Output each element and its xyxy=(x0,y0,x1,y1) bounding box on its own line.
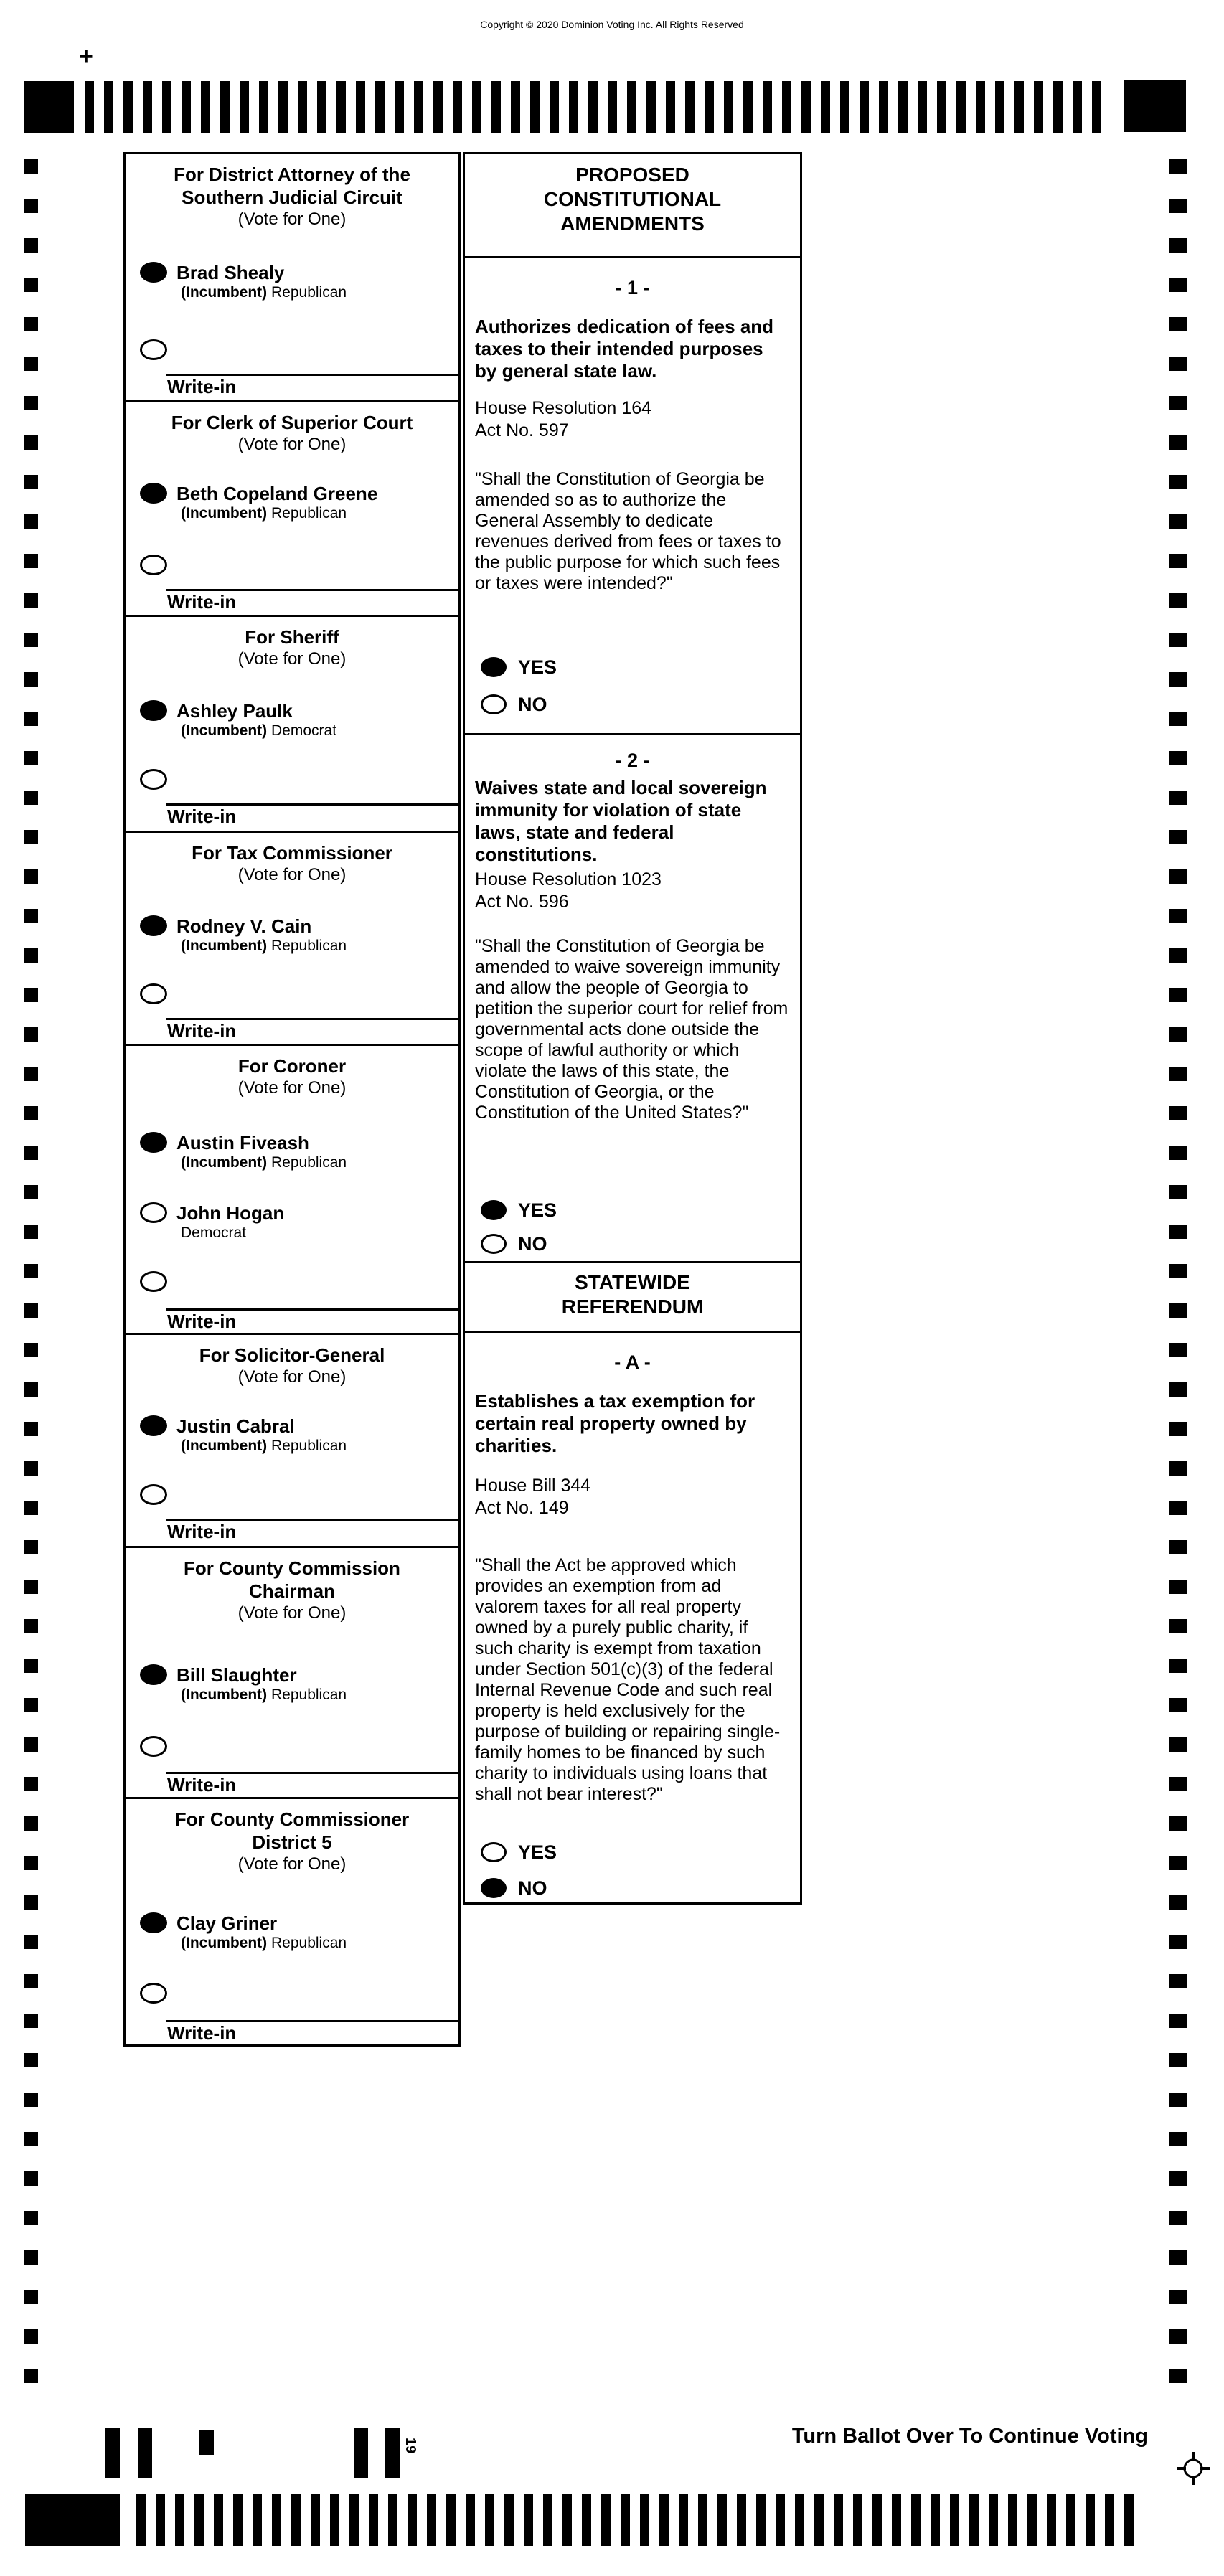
candidate-detail: (Incumbent) Republican xyxy=(181,505,347,522)
writein-area xyxy=(166,1018,458,1042)
timing-marks-bottom xyxy=(136,2494,1134,2546)
candidate-name: John Hogan xyxy=(176,1202,285,1224)
oval-writein-commissioner-district-5[interactable] xyxy=(140,1983,167,2004)
contest-header xyxy=(126,1344,458,1388)
candidate-name: Bill Slaughter xyxy=(176,1664,297,1686)
card-number: 19 xyxy=(402,2438,418,2454)
measure-number: - 1 - xyxy=(615,277,650,298)
writein-label: Write-in xyxy=(167,1774,237,1796)
contest-title: For Coroner xyxy=(237,1055,347,1077)
contest-title: Southern Judicial Circuit xyxy=(182,187,402,208)
copyright-text: Copyright © 2020 Dominion Voting Inc. All Rights Reserved xyxy=(480,19,744,30)
candidate-detail: Democrat xyxy=(181,1225,247,1241)
measure-number: - 2 - xyxy=(615,750,650,771)
oval-rodney-cain[interactable] xyxy=(140,915,167,936)
contest-title: For County Commissioner xyxy=(174,1808,410,1830)
yes-row xyxy=(481,657,557,677)
measure-summary: Authorizes dedication of fees and taxes to their intended purposes by general state law. xyxy=(475,316,774,382)
contest-title: For Tax Commissioner xyxy=(192,842,392,864)
no-oval-referendum-a[interactable] xyxy=(481,1878,507,1898)
candidate-detail: (Incumbent) Republican xyxy=(181,1438,347,1454)
contest-title: District 5 xyxy=(252,1831,332,1853)
contest-title: For Clerk of Superior Court xyxy=(171,412,413,433)
writein-label: Write-in xyxy=(167,376,237,397)
writein-area xyxy=(166,803,458,827)
no-row xyxy=(481,1234,547,1254)
writein-area xyxy=(166,1772,458,1796)
candidate-name: Austin Fiveash xyxy=(176,1132,309,1153)
contest-column xyxy=(123,152,461,2047)
registration-crosshair-icon xyxy=(1177,2452,1210,2485)
card-id-bar xyxy=(199,2430,214,2455)
oval-ashley-paulk[interactable] xyxy=(140,700,167,721)
writein-area xyxy=(166,589,458,613)
candidate-name: Beth Copeland Greene xyxy=(176,483,378,504)
oval-justin-cabral[interactable] xyxy=(140,1415,167,1436)
writein-oval-row xyxy=(140,1736,453,1757)
candidate-row xyxy=(140,915,453,955)
candidate-row xyxy=(140,700,453,740)
writein-area xyxy=(166,2020,458,2044)
referendum-header-box xyxy=(463,1261,802,1333)
vote-instruction: (Vote for One) xyxy=(237,209,347,229)
yes-oval-referendum-a[interactable] xyxy=(481,1842,507,1862)
contest-header xyxy=(126,841,458,886)
writein-label: Write-in xyxy=(167,1521,237,1542)
registration-plus-icon: + xyxy=(79,43,93,70)
no-oval-amendment-2[interactable] xyxy=(481,1234,507,1254)
writein-area xyxy=(166,1308,458,1332)
contest-header xyxy=(126,163,458,230)
contest-commissioner-district-5 xyxy=(123,1797,461,2047)
card-id-bar xyxy=(385,2428,400,2478)
oval-clay-griner[interactable] xyxy=(140,1912,167,1933)
writein-area xyxy=(166,1519,458,1542)
writein-label: Write-in xyxy=(167,2022,237,2044)
writein-oval-row xyxy=(140,1484,453,1505)
timing-marks-right xyxy=(1169,159,1187,2383)
card-id-bar xyxy=(105,2428,120,2478)
contest-title: For District Attorney of the xyxy=(174,164,410,185)
oval-writein-coroner[interactable] xyxy=(140,1271,167,1292)
measures-column xyxy=(463,152,802,1905)
candidate-row xyxy=(140,1664,453,1704)
candidate-detail: (Incumbent) Republican xyxy=(181,1686,347,1703)
measure-authority: House Resolution 164 Act No. 597 xyxy=(475,398,651,440)
contest-commission-chairman xyxy=(123,1546,461,1799)
candidate-detail: (Incumbent) Republican xyxy=(181,284,347,301)
contest-header xyxy=(126,1808,458,1875)
oval-writein-tax-commissioner[interactable] xyxy=(140,983,167,1004)
candidate-name: Rodney V. Cain xyxy=(176,915,312,937)
no-row xyxy=(481,1878,547,1898)
yes-label: YES xyxy=(518,1841,557,1863)
measure-summary: Waives state and local sovereign immunity for violation of state laws, state and federal constitutions. xyxy=(475,777,767,865)
vote-instruction: (Vote for One) xyxy=(237,1603,347,1623)
oval-beth-copeland-greene[interactable] xyxy=(140,483,167,504)
timing-block-top-left xyxy=(24,81,74,133)
no-label: NO xyxy=(518,694,547,715)
measure-amendment-1 xyxy=(463,256,802,735)
contest-header xyxy=(126,411,458,456)
candidate-detail: (Incumbent) Republican xyxy=(181,1935,347,1951)
timing-marks-top xyxy=(85,81,1101,133)
candidate-name: Justin Cabral xyxy=(176,1415,295,1437)
measure-authority: House Bill 344 Act No. 149 xyxy=(475,1476,591,1518)
candidate-detail: (Incumbent) Republican xyxy=(181,1154,347,1171)
candidate-row xyxy=(140,1912,453,1952)
yes-row xyxy=(481,1200,557,1220)
no-label: NO xyxy=(518,1233,547,1255)
card-id-bar xyxy=(138,2428,152,2478)
measure-amendment-2 xyxy=(463,733,802,1263)
writein-oval-row xyxy=(140,1271,453,1292)
measure-question: "Shall the Act be approved which provides an exemption from ad valorem taxes for all real property owned by a purely public charity, if such charity is exempt from taxation under Section 501(c)(3) of the federal Internal Revenue Code and such real property is held exclusively for the purpose of building or repairing single-family homes to be financed by such charity to individuals using loans that shall not bear interest?" xyxy=(475,1555,781,1804)
no-row xyxy=(481,694,547,714)
turn-ballot-over-text: Turn Ballot Over To Continue Voting xyxy=(791,2425,1148,2448)
candidate-detail: (Incumbent) Republican xyxy=(181,938,347,954)
writein-oval-row xyxy=(140,1983,453,2004)
writein-oval-row xyxy=(140,769,453,790)
yes-row xyxy=(481,1842,557,1862)
contest-solicitor-general xyxy=(123,1333,461,1548)
contest-clerk-superior-court xyxy=(123,400,461,617)
contest-sheriff xyxy=(123,615,461,833)
oval-brad-shealy[interactable] xyxy=(140,262,167,283)
yes-oval-amendment-1[interactable] xyxy=(481,657,507,677)
no-oval-amendment-1[interactable] xyxy=(481,694,507,714)
measure-summary: Establishes a tax exemption for certain real property owned by charities. xyxy=(475,1390,755,1456)
vote-instruction: (Vote for One) xyxy=(237,435,347,454)
oval-john-hogan[interactable] xyxy=(140,1202,167,1223)
contest-header xyxy=(126,626,458,670)
vote-instruction: (Vote for One) xyxy=(237,649,347,669)
yes-oval-amendment-2[interactable] xyxy=(481,1200,507,1220)
contest-tax-commissioner xyxy=(123,831,461,1046)
referendum-header: STATEWIDE REFERENDUM xyxy=(561,1271,704,1318)
candidate-name: Brad Shealy xyxy=(176,262,285,283)
contest-header xyxy=(126,1557,458,1624)
writein-label: Write-in xyxy=(167,1311,237,1332)
contest-title: For Solicitor-General xyxy=(199,1344,385,1366)
oval-bill-slaughter[interactable] xyxy=(140,1664,167,1685)
contest-title: For County Commission xyxy=(184,1557,400,1579)
contest-title: Chairman xyxy=(249,1580,335,1602)
candidate-row xyxy=(140,1415,453,1455)
measure-question: "Shall the Constitution of Georgia be amended so as to authorize the General Assembly to dedicate revenues derived from fees or taxes to the public purpose for which such fees or taxes were intended?" xyxy=(475,469,781,593)
timing-marks-left xyxy=(24,159,38,2383)
measure-referendum-a xyxy=(463,1331,802,1905)
measure-authority: House Resolution 1023 Act No. 596 xyxy=(475,869,662,912)
amendments-header: PROPOSED CONSTITUTIONAL AMENDMENTS xyxy=(543,164,722,235)
vote-instruction: (Vote for One) xyxy=(237,1854,347,1874)
candidate-row xyxy=(140,1202,453,1242)
writein-area xyxy=(166,374,458,397)
writein-label: Write-in xyxy=(167,591,237,613)
vote-instruction: (Vote for One) xyxy=(237,1078,347,1098)
candidate-name: Clay Griner xyxy=(176,1912,278,1934)
card-id-bar xyxy=(354,2428,368,2478)
writein-label: Write-in xyxy=(167,1020,237,1042)
vote-instruction: (Vote for One) xyxy=(237,865,347,884)
oval-writein-district-attorney[interactable] xyxy=(140,339,167,360)
amendments-header-box xyxy=(463,152,802,258)
timing-block-bottom-left xyxy=(25,2494,120,2546)
oval-writein-sheriff[interactable] xyxy=(140,769,167,790)
candidate-row xyxy=(140,262,453,301)
oval-writein-solicitor-general[interactable] xyxy=(140,1484,167,1505)
contest-district-attorney xyxy=(123,152,461,402)
contest-coroner xyxy=(123,1044,461,1335)
candidate-row xyxy=(140,483,453,522)
writein-oval-row xyxy=(140,555,453,575)
oval-austin-fiveash[interactable] xyxy=(140,1132,167,1153)
writein-oval-row xyxy=(140,339,453,360)
yes-label: YES xyxy=(518,656,557,678)
candidate-row xyxy=(140,1132,453,1171)
vote-instruction: (Vote for One) xyxy=(237,1367,347,1387)
measure-question: "Shall the Constitution of Georgia be amended to waive sovereign immunity and allow the people of Georgia to petition the superior court for relief from governmental acts done outside the scope of lawful authority or which violate the laws of this state, the Constitution of Georgia, or the Constitution of the United States?" xyxy=(475,936,788,1123)
oval-writein-commission-chairman[interactable] xyxy=(140,1736,167,1757)
writein-label: Write-in xyxy=(167,806,237,827)
no-label: NO xyxy=(518,1877,547,1899)
candidate-name: Ashley Paulk xyxy=(176,700,293,722)
contest-header xyxy=(126,1055,458,1099)
contest-title: For Sheriff xyxy=(245,626,339,648)
measure-number: - A - xyxy=(614,1351,651,1373)
oval-writein-clerk[interactable] xyxy=(140,555,167,575)
timing-block-top-right xyxy=(1124,80,1186,132)
candidate-detail: (Incumbent) Democrat xyxy=(181,722,337,739)
writein-oval-row xyxy=(140,983,453,1004)
yes-label: YES xyxy=(518,1199,557,1221)
